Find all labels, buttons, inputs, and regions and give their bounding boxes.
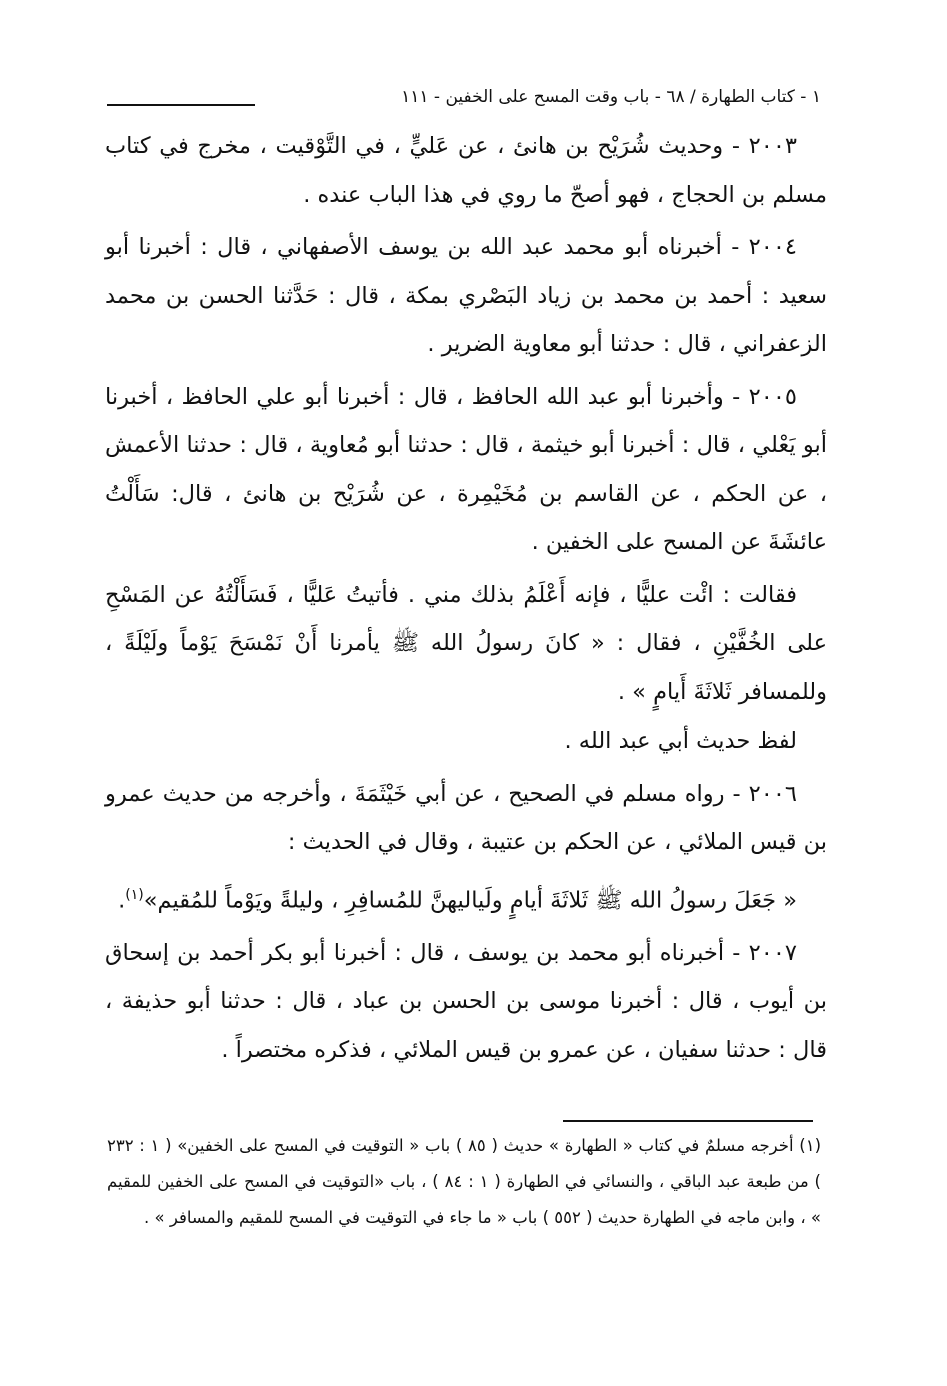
paragraph-hadith-quote bbox=[105, 871, 827, 925]
paragraph-aisha-answer: فقالت : ائْت عليًّا ، فإنه أَعْلَمُ بذلك مني . فأتيتُ عَليًّا ، فَسَأَلْتُهُ عن المَسْحِ على الخُفَّيْنِ ، فقال : « كانَ رسولُ الله ﷺ يأمرنا أَنْ نَمْسَحَ يَوْماً ولَيْلَةً ، وللمسافر ثَلاثَةَ أَيامٍ » . bbox=[105, 581, 827, 705]
header-rule bbox=[107, 104, 255, 106]
paragraph-2006: ٢٠٠٦ - رواه مسلم في الصحيح ، عن أبي خَيْثَمَةَ ، وأخرجه من حديث عمرو بن قيس الملائي ، عن الحكم بن عتيبة ، وقال في الحديث : bbox=[105, 780, 827, 855]
paragraph-2003: ٢٠٠٣ - وحديث شُرَيْح بن هانئ ، عن عَليٍّ ، في التَّوْقيت ، مخرج في كتاب مسلم بن الحجاج ، فهو أصحّ ما روي في هذا الباب عنده . bbox=[105, 133, 827, 208]
main-text bbox=[95, 122, 835, 1074]
page-header bbox=[95, 80, 835, 122]
hadith-quote-tail: . bbox=[118, 887, 126, 913]
footnote-ref-1: (١) bbox=[125, 886, 144, 903]
hadith-quote-text: « جَعَلَ رسولُ الله ﷺ ثَلاثَةَ أيامٍ ولَياليهنَّ للمُسافِرِ ، وليلةً ويَوْماً للمُقيم» bbox=[143, 887, 797, 913]
paragraph-2005: ٢٠٠٥ - وأخبرنا أبو عبد الله الحافظ ، قال : أخبرنا أبو علي الحافظ ، أخبرنا أبو يَعْلي ، قال : أخبرنا أبو خيثمة ، قال : حدثنا أبو مُعاوية ، قال : حدثنا الأعمش ، عن الحكم ، عن القاسم بن مُخَيْمِرة ، عن شُرَيْح بن هانئ ، قال: سَأَلْتُ عائشَةَ عن المسح على الخفين . bbox=[105, 383, 827, 555]
book-page bbox=[95, 80, 835, 1310]
paragraph-2007: ٢٠٠٧ - أخبرناه أبو محمد بن يوسف ، قال : أخبرنا أبو بكر أحمد بن إسحاق بن أيوب ، قال : أخبرنا موسى بن الحسن بن عباد ، قال : حدثنا أبو حذيفة ، قال : حدثنا سفيان ، عن عمرو بن قيس الملائي ، فذكره مختصراً . bbox=[105, 939, 827, 1063]
footnotes bbox=[95, 1122, 835, 1236]
paragraph-wording-note: لفظ حديث أبي عبد الله . bbox=[564, 728, 797, 754]
running-title: ١ - كتاب الطهارة / ٦٨ - باب وقت المسح على الخفين - ١١١ bbox=[401, 87, 821, 107]
footnote-1: (١) أخرجه مسلمٌ في كتاب « الطهارة » حديث ( ٨٥ ) باب « التوقيت في المسح على الخفين» ( ١ : ٢٣٢ ) من طبعة عبد الباقي ، والنسائي في الطهارة ( ١ : ٨٤ ) ، باب «التوقيت في المسح على الخفين للمقيم » ، وابن ماجه في الطهارة حديث ( ٥٥٢ ) باب « ما جاء في التوقيت في المسح للمقيم والمسافر » . bbox=[107, 1136, 822, 1227]
paragraph-2004: ٢٠٠٤ - أخبرناه أبو محمد عبد الله بن يوسف الأصفهاني ، قال : أخبرنا أبو سعيد : أحمد بن محمد بن زياد البَصْري بمكة ، قال : حَدَّثنا الحسن بن محمد الزعفراني ، قال : حدثنا أبو معاوية الضرير . bbox=[105, 234, 827, 357]
